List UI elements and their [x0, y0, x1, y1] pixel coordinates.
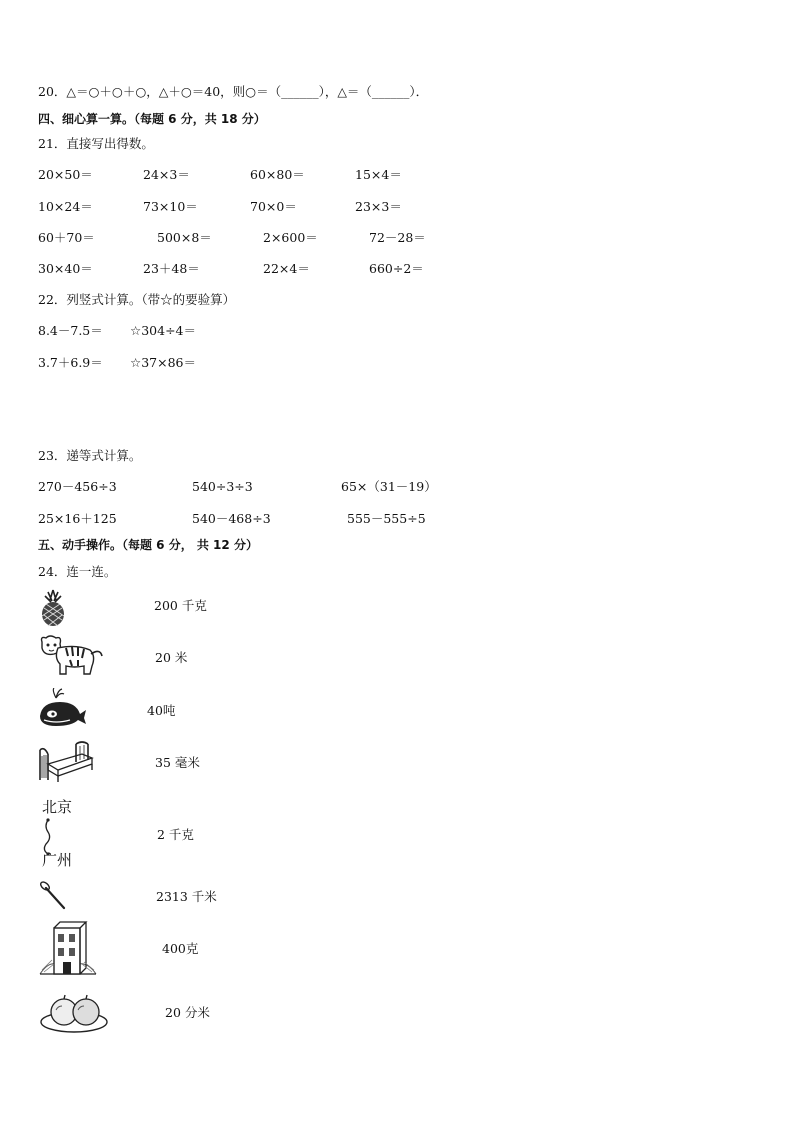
q22-cell: 8.4－7.5＝: [38, 323, 103, 338]
item-label: 20 分米: [165, 1005, 210, 1020]
q21-cell: 22×4＝: [263, 261, 310, 276]
question-23-title: 23．递等式计算。: [38, 448, 142, 463]
q21-cell: 70×0＝: [250, 199, 297, 214]
q23-cell: 25×16＋125: [38, 511, 117, 526]
question-22-title: 22．列竖式计算。（带☆的要验算）: [38, 292, 236, 307]
item-label: 400克: [162, 941, 199, 956]
q21-cell: 20×50＝: [38, 167, 93, 182]
pineapple-icon: [36, 588, 70, 628]
bed-icon: [36, 740, 94, 782]
question-21-title: 21．直接写出得数。: [38, 136, 154, 151]
q23-cell: 540÷3÷3: [192, 479, 253, 494]
building-icon: [38, 920, 98, 976]
q21-cell: 15×4＝: [355, 167, 402, 182]
q23-cell: 270－456÷3: [38, 479, 117, 494]
nail-icon: [38, 880, 68, 912]
item-label: 2 千克: [157, 827, 194, 842]
q21-cell: 500×8＝: [157, 230, 212, 245]
item-label: 2313 千米: [156, 889, 217, 904]
item-label: 35 毫米: [155, 755, 200, 770]
q23-cell: 555－555÷5: [347, 511, 426, 526]
q21-cell: 72－28＝: [369, 230, 426, 245]
q21-cell: 24×3＝: [143, 167, 190, 182]
map-label-beijing: 北京: [42, 798, 73, 816]
whale-icon: [36, 688, 88, 730]
q22-cell: ☆304÷4＝: [130, 323, 196, 338]
q22-cell: 3.7＋6.9＝: [38, 355, 103, 370]
q21-cell: 10×24＝: [38, 199, 93, 214]
tiger-icon: [36, 634, 104, 676]
fruit-plate-icon: [38, 992, 110, 1034]
q21-cell: 60＋70＝: [38, 230, 95, 245]
item-label: 40吨: [147, 703, 176, 718]
section-5-heading: 五、动手操作。（每题 6 分， 共 12 分）: [38, 538, 258, 552]
q23-cell: 540－468÷3: [192, 511, 271, 526]
section-4-heading: 四、细心算一算。（每题 6 分，共 18 分）: [38, 112, 266, 126]
q21-cell: 30×40＝: [38, 261, 93, 276]
q21-cell: 660÷2＝: [369, 261, 424, 276]
question-20: 20．△＝○＋○＋○，△＋○＝40，则○＝（______），△＝（______）．: [38, 84, 429, 99]
q22-cell: ☆37×86＝: [130, 355, 196, 370]
item-label: 20 米: [155, 650, 188, 665]
question-24-title: 24．连一连。: [38, 564, 117, 579]
map-label-guangzhou: 广州: [42, 851, 73, 869]
q21-cell: 23＋48＝: [143, 261, 200, 276]
q21-cell: 73×10＝: [143, 199, 198, 214]
q21-cell: 60×80＝: [250, 167, 305, 182]
q21-cell: 23×3＝: [355, 199, 402, 214]
q23-cell: 65×（31－19）: [341, 479, 437, 494]
item-label: 200 千克: [154, 598, 207, 613]
q21-cell: 2×600＝: [263, 230, 318, 245]
